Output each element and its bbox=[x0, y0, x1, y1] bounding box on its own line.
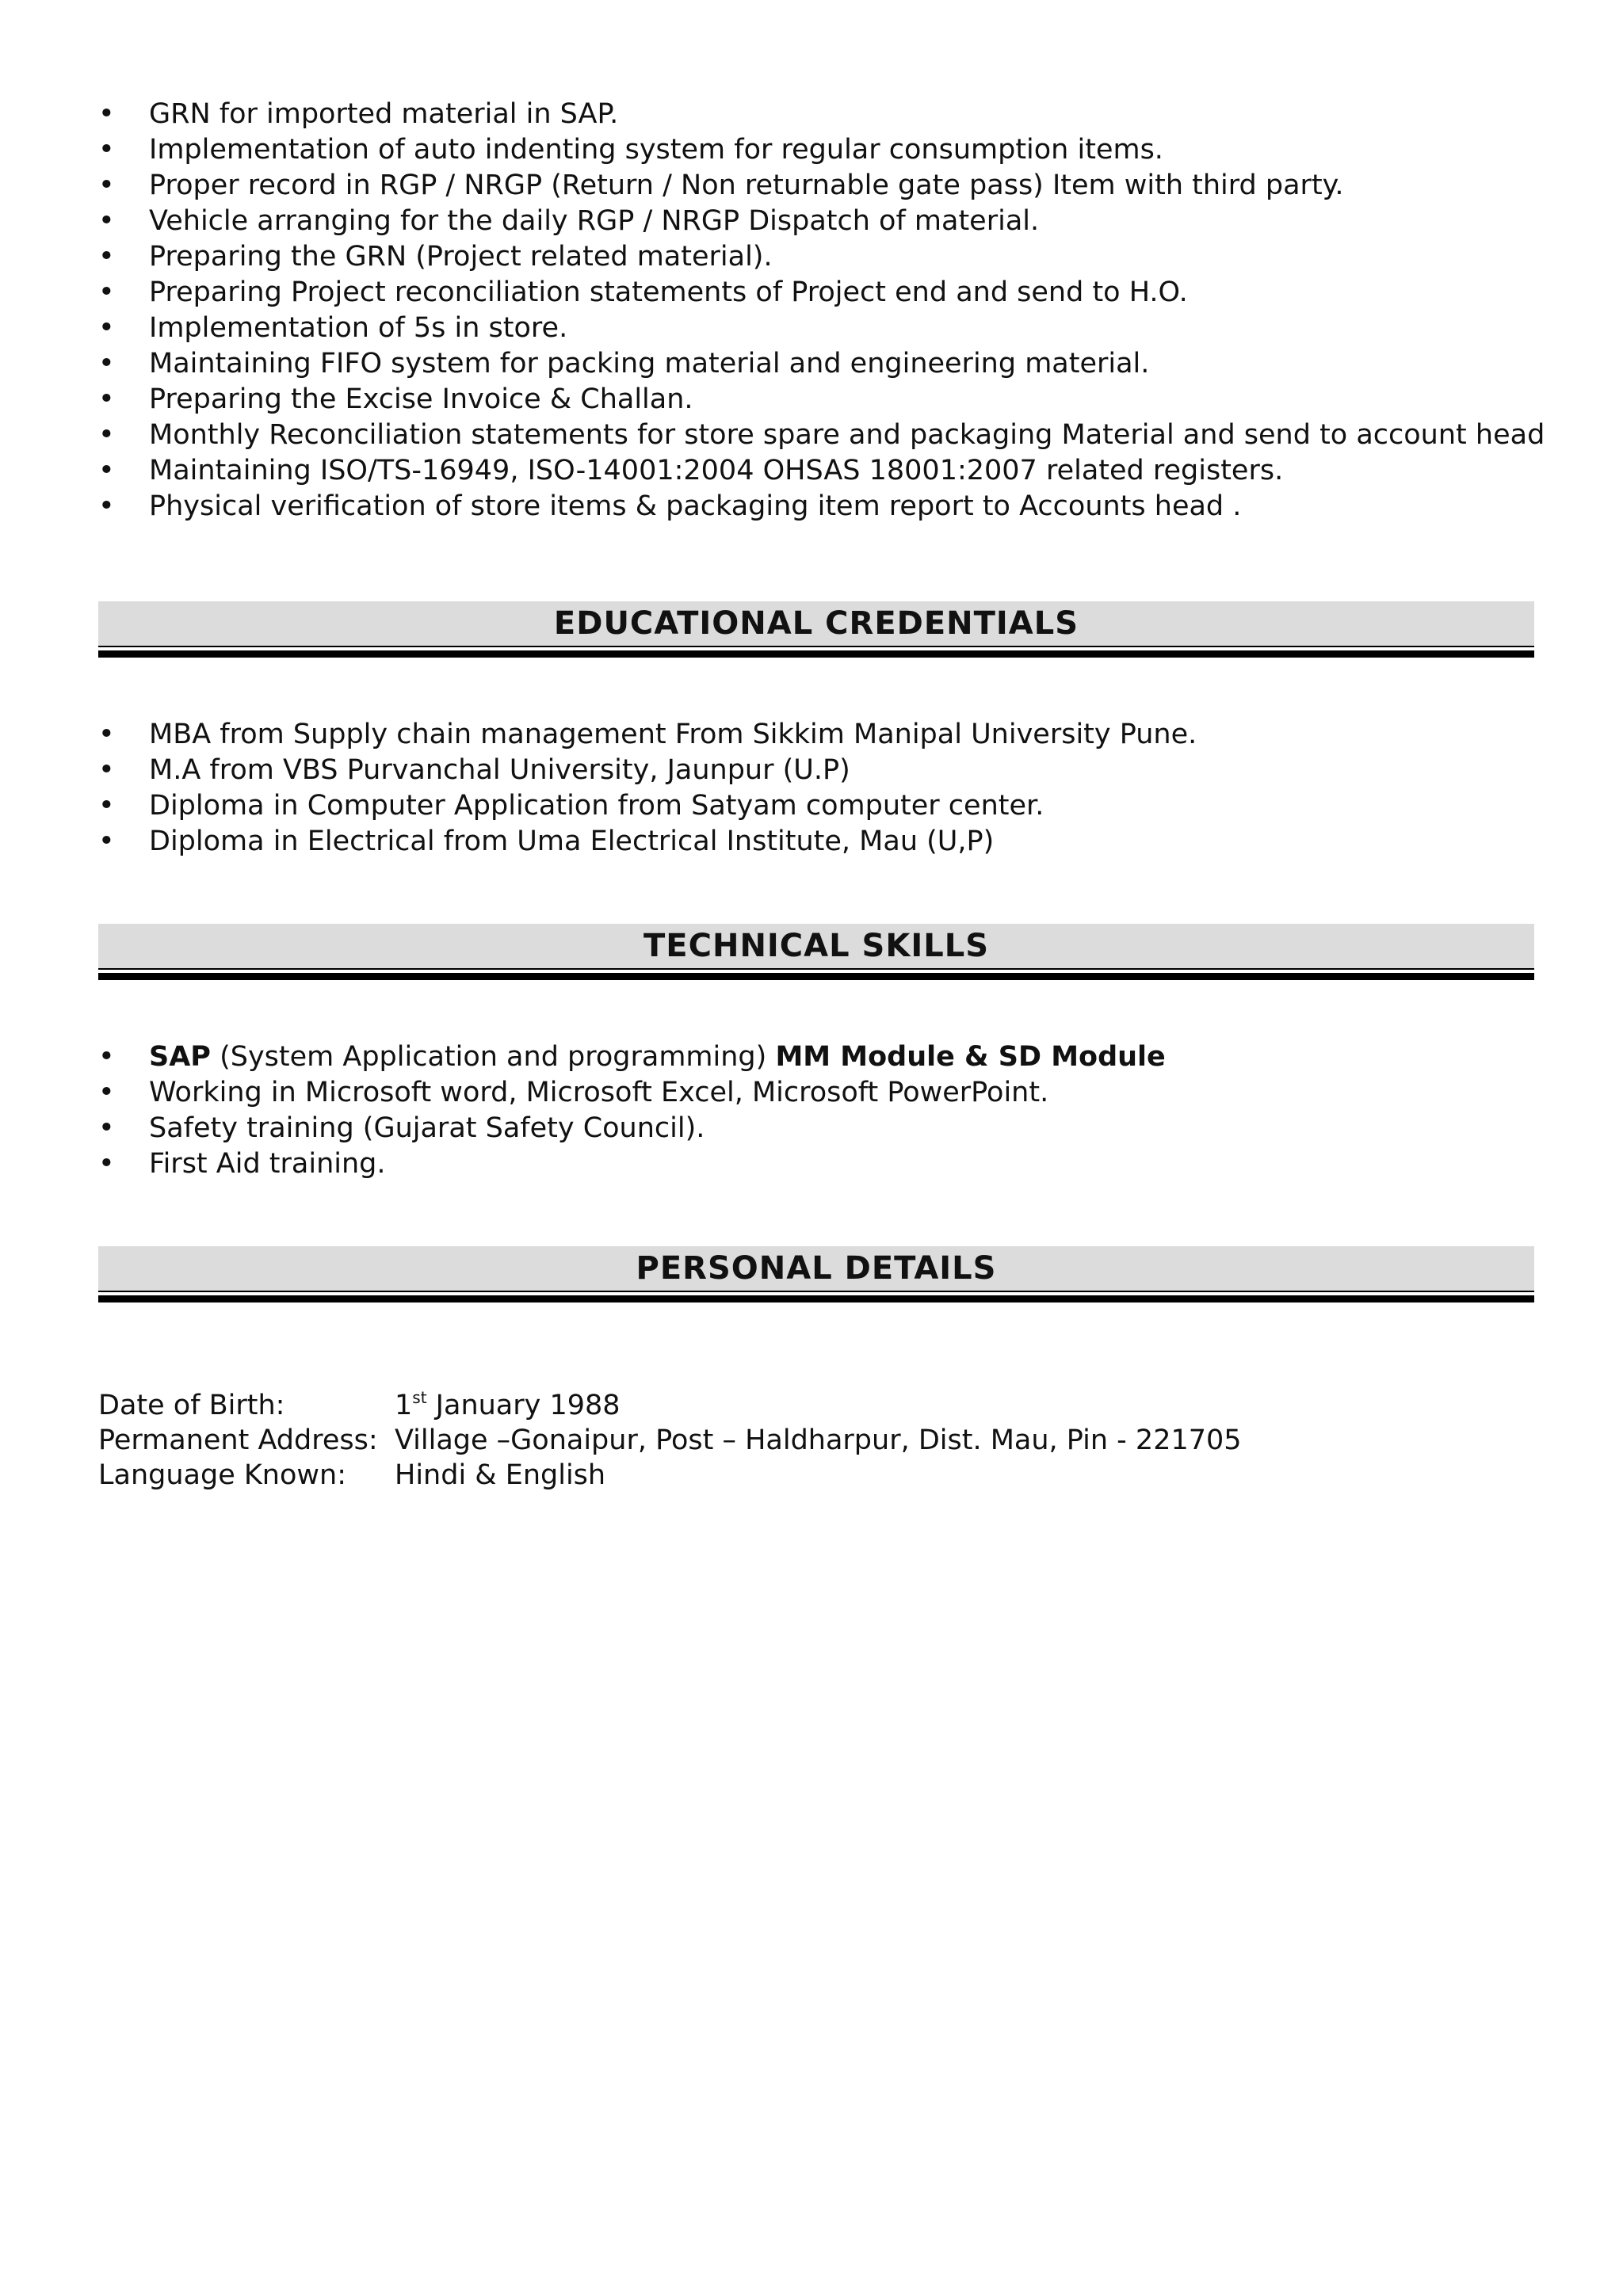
list-item-text: Monthly Reconciliation statements for store spare and packaging Material and send to account head bbox=[149, 419, 1545, 451]
list-item bbox=[98, 382, 1541, 418]
dob-rest: January 1988 bbox=[426, 1390, 621, 1421]
section-header-bar bbox=[98, 601, 1534, 647]
list-item bbox=[98, 132, 1541, 168]
list-item-text: Preparing the GRN (Project related material). bbox=[149, 241, 773, 273]
list-item bbox=[98, 168, 1541, 204]
list-item bbox=[98, 489, 1541, 524]
list-item bbox=[98, 97, 1541, 132]
section-title: TECHNICAL SKILLS bbox=[643, 928, 989, 964]
sap-description: (System Application and programming) bbox=[210, 1041, 776, 1073]
list-item-text: Preparing Project reconciliation statements of Project end and send to H.O. bbox=[149, 277, 1188, 308]
bullet-icon: • bbox=[98, 455, 115, 486]
section-rule bbox=[98, 650, 1534, 658]
section-rule bbox=[98, 973, 1534, 980]
bullet-icon: • bbox=[98, 490, 115, 522]
list-item-text: First Aid training. bbox=[149, 1148, 386, 1180]
list-item-sap bbox=[98, 1039, 1541, 1075]
list-item-text: Physical verification of store items & packaging item report to Accounts head . bbox=[149, 490, 1242, 522]
list-item bbox=[98, 204, 1541, 239]
list-item-text: Diploma in Computer Application from Satyam computer center. bbox=[149, 790, 1044, 822]
list-item bbox=[98, 788, 1541, 824]
education-bullet-list bbox=[98, 717, 1541, 860]
language-value: Hindi & English bbox=[395, 1459, 606, 1491]
section-header-personal-details bbox=[98, 1246, 1534, 1303]
section-header-technical-skills bbox=[98, 924, 1534, 981]
address-value: Village –Gonaipur, Post – Haldharpur, Dist. Mau, Pin - 221705 bbox=[395, 1425, 1242, 1456]
bullet-icon: • bbox=[98, 205, 115, 237]
list-item-text: Working in Microsoft word, Microsoft Excel, Microsoft PowerPoint. bbox=[149, 1077, 1049, 1108]
dob-value bbox=[395, 1388, 621, 1423]
list-item-text: Implementation of auto indenting system for regular consumption items. bbox=[149, 134, 1163, 166]
list-item bbox=[98, 311, 1541, 346]
experience-bullet-list bbox=[98, 97, 1545, 524]
bullet-icon: • bbox=[98, 719, 115, 750]
list-item bbox=[98, 346, 1541, 382]
dob-suffix: st bbox=[412, 1388, 427, 1407]
list-item bbox=[98, 275, 1541, 311]
bullet-icon: • bbox=[98, 1077, 115, 1108]
address-label: Permanent Address: bbox=[98, 1425, 378, 1456]
bullet-icon: • bbox=[98, 1041, 115, 1073]
list-item-text: Diploma in Electrical from Uma Electrical Institute, Mau (U,P) bbox=[149, 826, 995, 857]
list-item-text: Implementation of 5s in store. bbox=[149, 312, 568, 344]
bullet-icon: • bbox=[98, 790, 115, 822]
technical-skills-bullet-list bbox=[98, 1039, 1541, 1182]
section-header-bar bbox=[98, 1246, 1534, 1292]
section-rule bbox=[98, 1295, 1534, 1302]
list-item-text: Maintaining FIFO system for packing material and engineering material. bbox=[149, 348, 1150, 379]
bullet-icon: • bbox=[98, 312, 115, 344]
list-item-text: M.A from VBS Purvanchal University, Jaunpur (U.P) bbox=[149, 754, 850, 786]
section-header-education bbox=[98, 601, 1534, 658]
bullet-icon: • bbox=[98, 1112, 115, 1144]
language-label: Language Known: bbox=[98, 1459, 347, 1491]
bullet-icon: • bbox=[98, 170, 115, 201]
bullet-icon: • bbox=[98, 98, 115, 130]
section-header-bar bbox=[98, 924, 1534, 970]
list-item-text: Safety training (Gujarat Safety Council). bbox=[149, 1112, 705, 1144]
bullet-icon: • bbox=[98, 241, 115, 273]
list-item bbox=[98, 824, 1541, 860]
bullet-icon: • bbox=[98, 419, 115, 451]
dob-label: Date of Birth: bbox=[98, 1390, 285, 1421]
sap-modules: MM Module & SD Module bbox=[775, 1041, 1166, 1073]
sap-label: SAP bbox=[149, 1041, 211, 1073]
list-item-text: Maintaining ISO/TS-16949, ISO-14001:2004 OHSAS 18001:2007 related registers. bbox=[149, 455, 1284, 486]
list-item bbox=[98, 418, 1545, 453]
list-item bbox=[98, 717, 1541, 753]
bullet-icon: • bbox=[98, 348, 115, 379]
section-title: PERSONAL DETAILS bbox=[636, 1250, 997, 1287]
list-item-text: Preparing the Excise Invoice & Challan. bbox=[149, 383, 693, 415]
list-item bbox=[98, 1075, 1541, 1111]
list-item-text: Vehicle arranging for the daily RGP / NRGP Dispatch of material. bbox=[149, 205, 1040, 237]
list-item bbox=[98, 753, 1541, 788]
list-item bbox=[98, 1146, 1541, 1182]
section-title: EDUCATIONAL CREDENTIALS bbox=[553, 605, 1079, 642]
bullet-icon: • bbox=[98, 826, 115, 857]
list-item-text: GRN for imported material in SAP. bbox=[149, 98, 619, 130]
list-item-text: Proper record in RGP / NRGP (Return / Non returnable gate pass) Item with third party. bbox=[149, 170, 1344, 201]
bullet-icon: • bbox=[98, 383, 115, 415]
bullet-icon: • bbox=[98, 134, 115, 166]
bullet-icon: • bbox=[98, 277, 115, 308]
list-item bbox=[98, 239, 1541, 275]
dob-day: 1 bbox=[395, 1390, 413, 1421]
list-item bbox=[98, 1111, 1541, 1146]
bullet-icon: • bbox=[98, 754, 115, 786]
bullet-icon: • bbox=[98, 1148, 115, 1180]
list-item bbox=[98, 453, 1541, 489]
list-item-text: MBA from Supply chain management From Sikkim Manipal University Pune. bbox=[149, 719, 1197, 750]
